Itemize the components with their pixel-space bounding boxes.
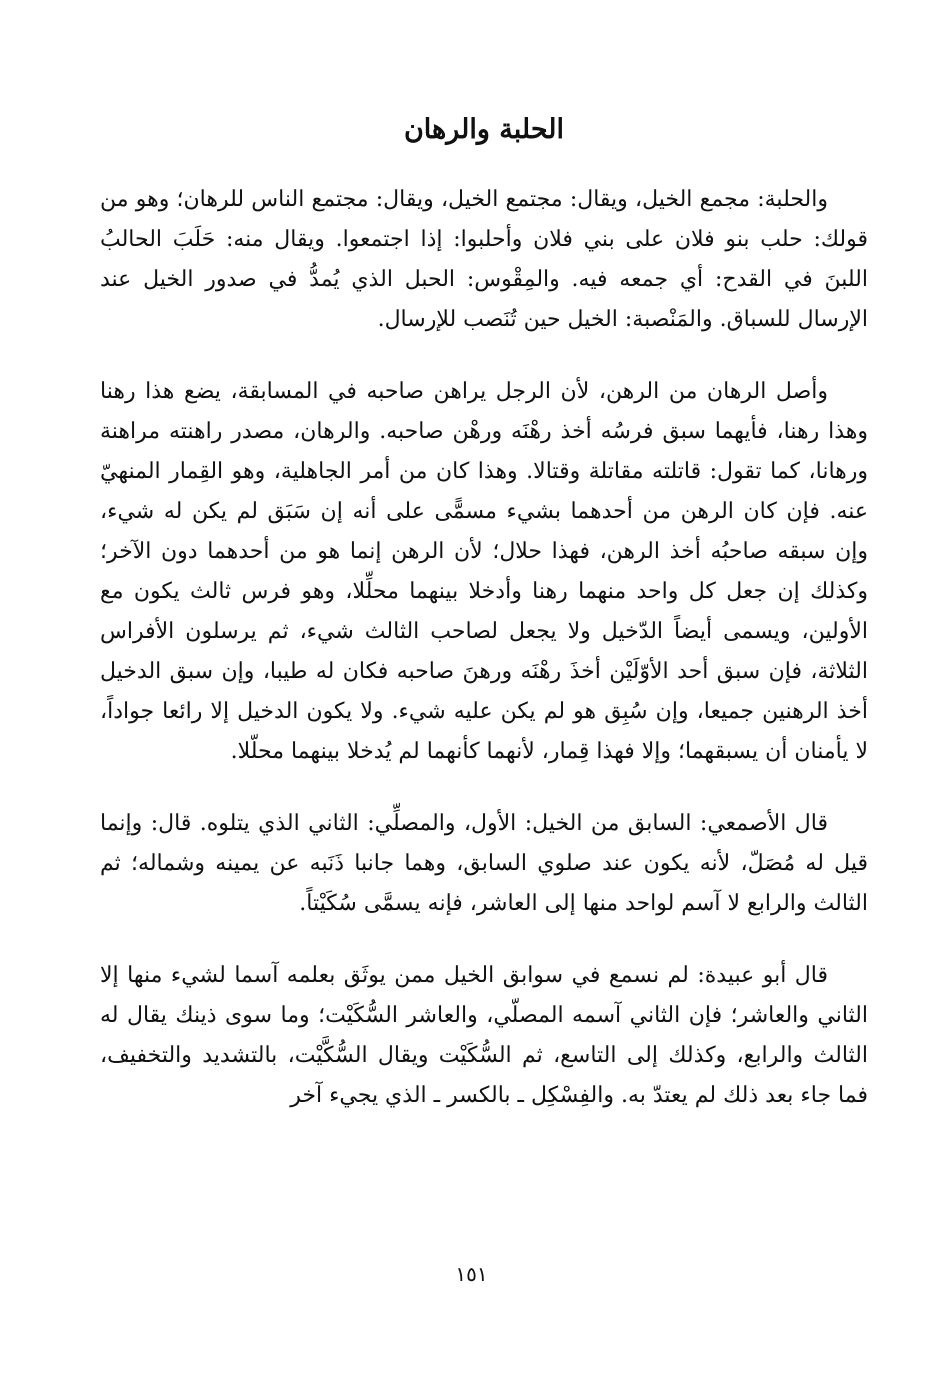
paragraph-abu-ubayda: قال أبو عبيدة: لم نسمع في سوابق الخيل ممن يوثَق بعلمه آسما لشيء منها إلا الثاني والعاشر؛ فإن الثاني آسمه المصلّي، والعاشر السُّكَيْت؛ وما سوى ذينك يقال له الثالث والرابع، وكذلك إلى التاسع، ثم السُّكَيْت ويقال السُّكَّيْت، بالتشديد والتخفيف، فما جاء بعد ذلك لم يعتدّ به. والفِسْكِل ـ بالكسر ـ الذي يجيء آخر bbox=[100, 963, 868, 1108]
paragraph-rihan: وأصل الرهان من الرهن، لأن الرجل يراهن صاحبه في المسابقة، يضع هذا رهنا وهذا رهنا، فأيهما سبق فرسُه أخذ رهْنَه ورهْن صاحبه. والرهان، مصدر راهنته مراهنة ورهانا، كما تقول: قاتلته مقاتلة وقتالا. وهذا كان من أمر الجاهلية، وهو القِمار المنهيّ عنه. فإن كان الرهن من أحدهما بشيء مسمًّى على أنه إن سَبَق لم يكن له شيء، وإن سبقه صاحبُه أخذ الرهن، فهذا حلال؛ لأن الرهن إنما هو من أحدهما دون الآخر؛ وكذلك إن جعل كل واحد منهما رهنا وأدخلا بينهما محلِّلا، وهو فرس ثالث يكون مع الأولين، ويسمى أيضاً الدّخيل ولا يجعل لصاحب الثالث شيء، ثم يرسلون الأفراس الثلاثة، فإن سبق أحد الأوّلَيْن أخذَ رهْنَه ورهنَ صاحبه فكان له طيبا، وإن سبق الدخيل أخذ الرهنين جميعا، وإن سُبِق هو لم يكن عليه شيء. ولا يكون الدخيل إلا رائعا جواداً، لا يأمنان أن يسبقهما؛ وإلا فهذا قِمار، لأنهما كأنهما لم يُدخلا بينهما محلّلا. bbox=[100, 379, 868, 764]
page-number: ١٥١ bbox=[455, 1262, 488, 1286]
paragraph-halba: والحلبة: مجمع الخيل، ويقال: مجتمع الخيل، ويقال: مجتمع الناس للرهان؛ وهو من قولك: حلب بنو فلان على بني فلان وأحلبوا: إذا اجتمعوا. ويقال منه: حَلَبَ الحالبُ اللبنَ في القدح: أي جمعه فيه. والمِقْوس: الحبل الذي يُمدُّ في صدور الخيل عند الإرسال للسباق. والمَنْصبة: الخيل حين تُنَصب للإرسال. bbox=[100, 187, 868, 332]
document-page bbox=[100, 110, 868, 1116]
paragraph-asmai: قال الأصمعي: السابق من الخيل: الأول، والمصلِّي: الثاني الذي يتلوه. قال: وإنما قيل له مُصَلّ، لأنه يكون عند صلوي السابق، وهما جانبا ذَنَبه عن يمينه وشماله؛ ثم الثالث والرابع لا آسم لواحد منها إلى العاشر، فإنه يسمَّى سُكَيْتاً. bbox=[100, 811, 868, 916]
page-title: الحلبة والرهان bbox=[403, 114, 565, 145]
